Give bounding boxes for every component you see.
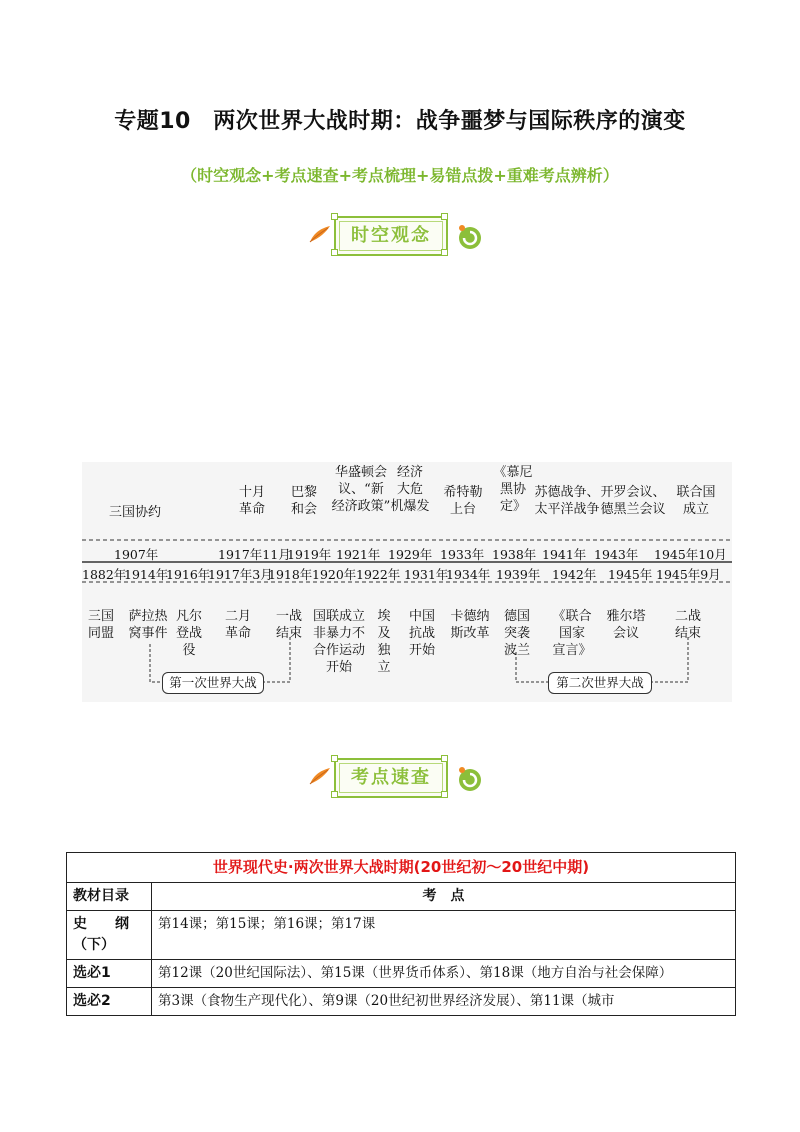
bottom-event-yalta: 雅尔塔 会议 <box>606 609 646 641</box>
row-label: 选必2 <box>67 988 152 1016</box>
lower-year: 1945年9月 <box>656 567 721 582</box>
section-title: 时空观念 <box>351 225 431 246</box>
lower-year: 1882年 <box>82 567 127 582</box>
lower-year: 1934年 <box>446 567 491 582</box>
lower-year: 1945年 <box>608 567 653 582</box>
page-subtitle: （时空观念+考点速查+考点梳理+易错点拨+重难考点辨析） <box>181 166 619 185</box>
upper-year: 1938年 <box>492 547 537 562</box>
row-label: 选必1 <box>67 960 152 988</box>
top-event-washington-conference: 华盛顿会 议、“新 经济政策” <box>331 465 391 514</box>
history-timeline <box>82 462 732 702</box>
table-header-catalog: 教材目录 <box>67 883 152 911</box>
bottom-event-china-resistance: 中国 抗战 开始 <box>408 609 435 658</box>
lower-year: 1914年 <box>124 567 169 582</box>
lower-year: 1922年 <box>356 567 401 582</box>
top-event-great-depression: 经济 大危 机爆发 <box>390 465 430 514</box>
top-event-soviet-german-war: 苏德战争、 太平洋战争 <box>534 485 600 517</box>
table-row <box>67 960 736 988</box>
top-event-cairo-tehran: 开罗会议、 德黑兰会议 <box>600 485 666 517</box>
wwii-group-label: 第二次世界大战 <box>548 672 652 694</box>
upper-year: 1919年 <box>287 547 332 562</box>
lower-year: 1918年 <box>268 567 313 582</box>
upper-year: 1917年11月 <box>218 547 291 562</box>
row-content: 第14课；第15课；第16课；第17课 <box>152 911 736 960</box>
lower-year: 1916年 <box>166 567 211 582</box>
row-label: 史 纲 （下） <box>67 911 152 960</box>
wwi-group-label: 第一次世界大战 <box>162 672 264 694</box>
top-event-un-founded: 联合国 成立 <box>676 485 716 517</box>
lower-year: 1917年3月 <box>208 567 273 582</box>
leaf-icon <box>308 764 332 788</box>
bottom-event-triple-alliance: 三国 同盟 <box>87 609 114 641</box>
top-event-hitler: 希特勒 上台 <box>443 485 483 517</box>
lower-year: 1931年 <box>404 567 449 582</box>
swirl-icon <box>454 764 484 794</box>
row-content: 第12课（20世纪国际法）、第15课（世界货币体系）、第18课（地方自治与社会保障） <box>152 960 736 988</box>
upper-year: 1921年 <box>336 547 381 562</box>
table-row <box>67 988 736 1016</box>
bottom-event-verdun: 凡尔 登战 役 <box>175 609 202 658</box>
section-badge-shikong <box>308 212 492 260</box>
lower-year: 1939年 <box>496 567 541 582</box>
bottom-event-egypt-independence: 埃 及 独 立 <box>377 609 391 675</box>
bottom-event-invasion-poland: 德国 突袭 波兰 <box>503 609 530 658</box>
lower-year: 1942年 <box>552 567 597 582</box>
table-row <box>67 911 736 960</box>
top-event-triple-entente: 三国协约 <box>108 505 161 520</box>
upper-year: 1933年 <box>440 547 485 562</box>
bottom-event-un-declaration: 《联合 国家 宣言》 <box>552 609 592 658</box>
bottom-event-wwii-end: 二战 结束 <box>674 609 701 641</box>
section-badge-kaodian <box>308 754 492 802</box>
bottom-event-sarajevo: 萨拉热 窝事件 <box>128 609 168 641</box>
top-event-paris-conference: 巴黎 和会 <box>290 485 317 517</box>
bottom-event-february-revolution: 二月 革命 <box>224 609 251 641</box>
row-content: 第3课（食物生产现代化）、第9课（20世纪初世界经济发展）、第11课（城市 <box>152 988 736 1016</box>
upper-year: 1943年 <box>594 547 639 562</box>
swirl-icon <box>454 222 484 252</box>
bottom-event-cardenas-reform: 卡德纳 斯改革 <box>450 609 490 641</box>
top-event-october-revolution: 十月 革命 <box>238 485 265 517</box>
upper-year: 1945年10月 <box>654 547 727 562</box>
lower-year: 1920年 <box>312 567 357 582</box>
table-header-points: 考 点 <box>152 883 736 911</box>
upper-year: 1941年 <box>542 547 587 562</box>
table-caption: 世界现代史·两次世界大战时期(20世纪初～20世纪中期) <box>67 853 736 883</box>
upper-year: 1929年 <box>388 547 433 562</box>
bottom-event-league-of-nations: 国联成立 非暴力不 合作运动 开始 <box>312 609 365 675</box>
bottom-event-wwi-end: 一战 结束 <box>275 609 302 641</box>
leaf-icon <box>308 222 332 246</box>
page-title: 专题10 两次世界大战时期：战争噩梦与国际秩序的演变 <box>114 109 686 134</box>
exam-points-table <box>66 852 736 1016</box>
top-event-munich: 《慕尼 黑协 定》 <box>493 465 533 514</box>
section-title: 考点速查 <box>351 767 431 788</box>
upper-year: 1907年 <box>114 547 159 562</box>
